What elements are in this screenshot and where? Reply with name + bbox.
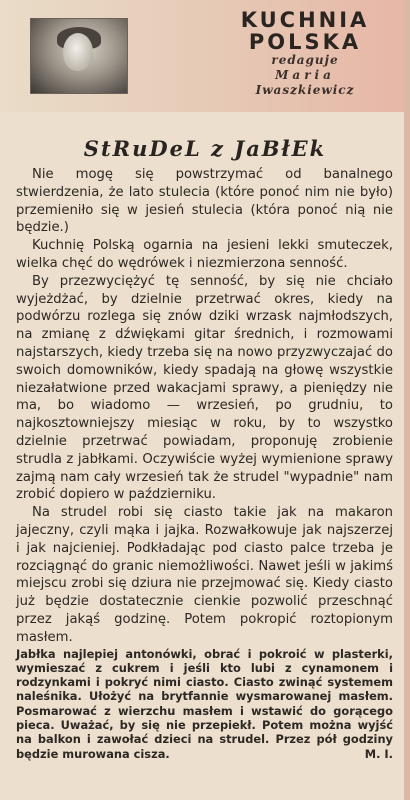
article-title: StRuDeL z JaBłEk bbox=[83, 136, 327, 161]
credit-last-name: Iwaszkiewicz bbox=[255, 83, 355, 97]
article-body bbox=[16, 166, 393, 761]
author-photo bbox=[30, 18, 128, 94]
recipe-text: Jabłka najlepiej antonówki, obrać i pokroić w plasterki, wymieszać z cukrem i jeśli kto lubi z cynamonem i rodzynkami i pokryć nimi ciasto. Ciasto zwinąć systemem naleśnika. Ułożyć na brytfannie wysmarowanej masłem. Posmarować z wierzchu masłem i wstawić do gorącego pieca. Uważać, by się nie przepiekł. Potem można wyjść na balkon i zawołać dzieci na strudel. Przez pół godziny będzie murowana cisza. bbox=[16, 646, 393, 761]
masthead bbox=[210, 8, 400, 98]
paragraph-4: Na strudel robi się ciasto takie jak na makaron jajeczny, czyli mąka i jajka. Rozwałkowuje jak najszerzej i jak najcieniej. Podkładając pod ciasto palce trzeba je rozciągnąć do granic niemożliwości. Nawet jeśli w jakimś miejscu zrobi się dziura nie przejmować się. Kiedy ciasto już będzie dostatecznie cienkie pozwolić przeschnąć przez jakąś godzinę. Potem pokropić roztopionym masłem. bbox=[16, 505, 393, 645]
paragraph-3: By przezwyciężyć tę senność, by się nie chciało wyjeżdżać, by dzielnie przetrwać okres, kiedy na podwórzu rozlega się znów dziki wrzask najmłodszych, na zmianę z dźwiękami gitar średnich, i rozmowami najstarszych, kiedy trzeba się na nowo przyzwyczajać do swoich domowników, kiedy spadają na głowę wszystkie niezałatwione przed wakacjami sprawy, a pieniędzy nie ma, bo wiadomo — wrzesień, po grudniu, to najkosztowniejszy miesiąc w roku, by to wszystko dzielnie przetrwać powiadam, proponuję zrobienie strudla z jabłkami. Oczywiście wyżej wymienione sprawy zajmą nam cały wrzesień tak że strudel "wypadnie" nam zrobić dopiero w październiku. bbox=[16, 273, 393, 503]
paragraph-1: Nie mogę się powstrzymać od banalnego stwierdzenia, że lato stulecia (które ponoć nim nie było) przemieniło się w jesień stulecia (która ponoć nią nie będzie.) bbox=[16, 167, 393, 236]
photo-face bbox=[63, 33, 93, 71]
paragraph-2: Kuchnię Polską ogarnia na jesieni lekki smuteczek, wielka chęć do wędrówek i niezmierzona senność. bbox=[16, 238, 393, 271]
signature: M. I. bbox=[364, 746, 393, 761]
masthead-polska: POLSKA bbox=[248, 30, 362, 54]
credit-label: redaguje bbox=[271, 53, 339, 67]
column-header bbox=[0, 0, 410, 112]
masthead-kuchnia: KUCHNIA bbox=[240, 8, 370, 32]
recipe-paragraph bbox=[16, 647, 393, 761]
page-edge bbox=[404, 0, 410, 800]
credit-first-name: Maria bbox=[275, 68, 335, 82]
